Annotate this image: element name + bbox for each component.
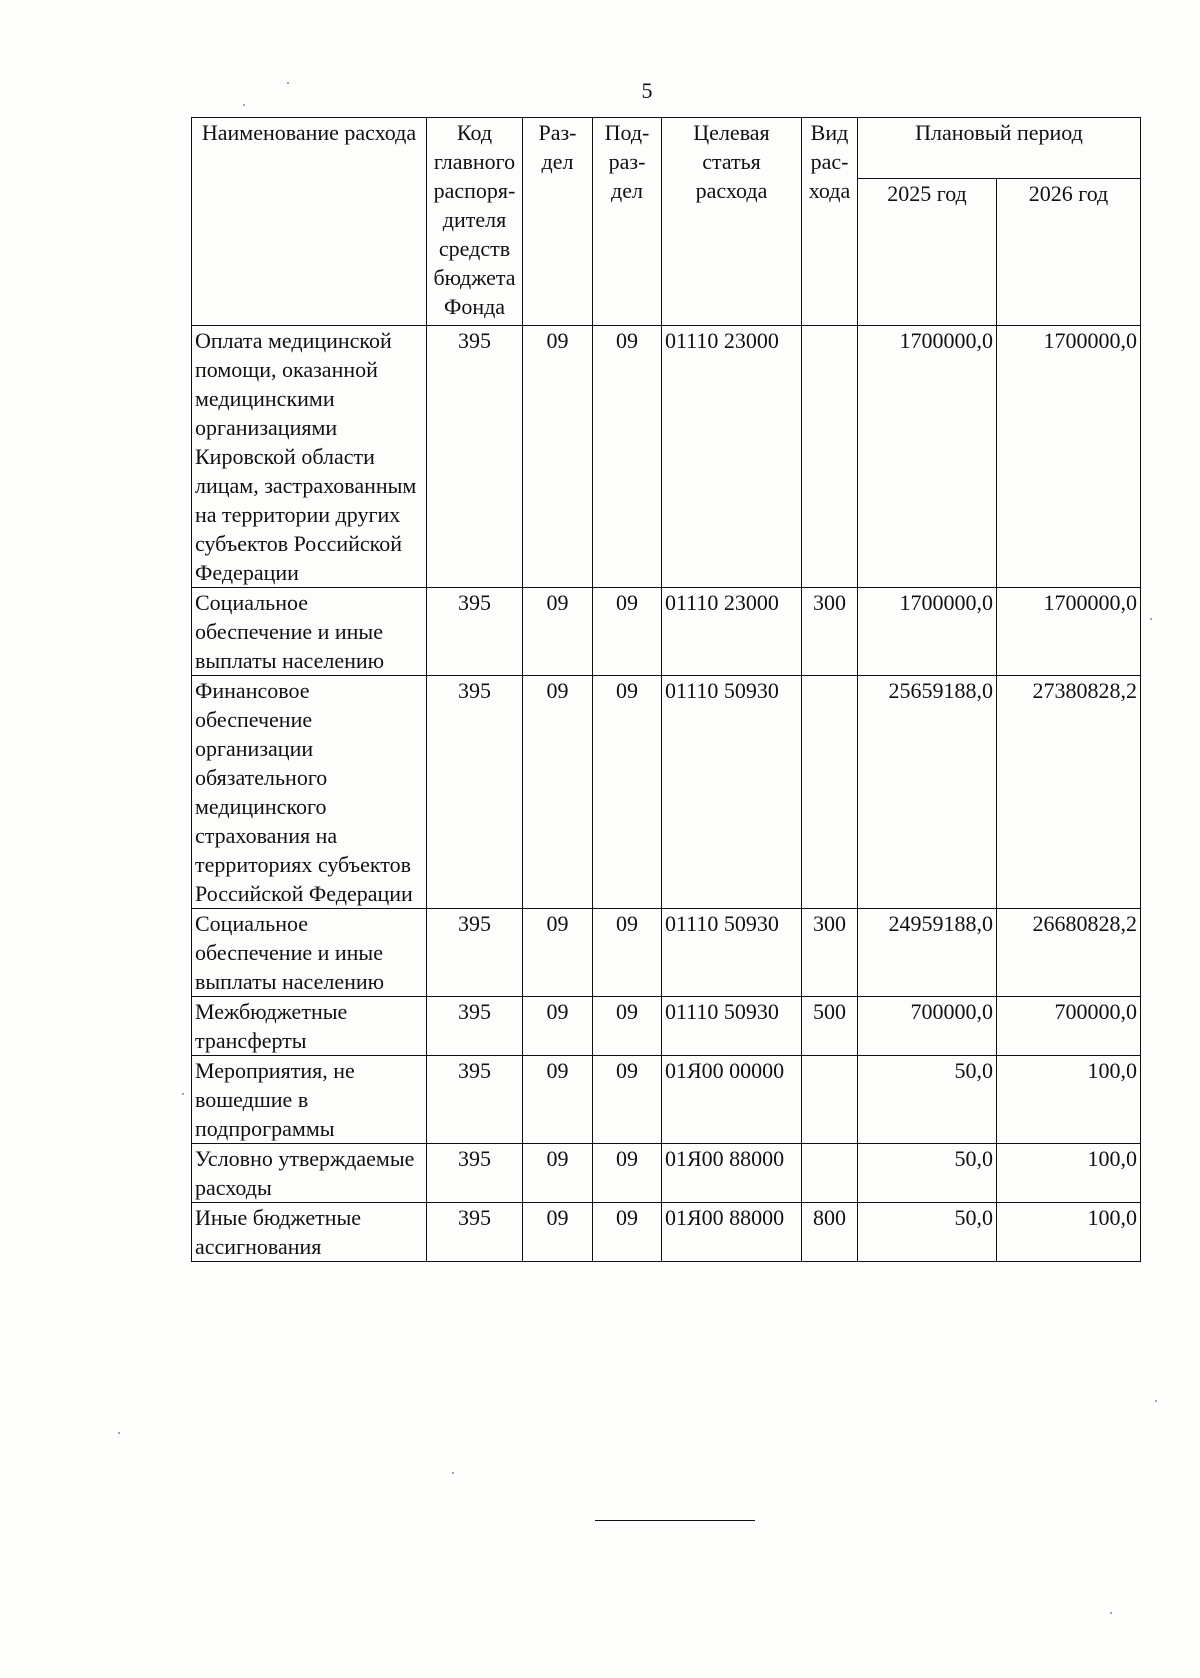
row-subsection: 09 [593,1144,662,1203]
row-amount-2026: 27380828,2 [997,676,1141,909]
row-name: Социальное обеспечение и иные выплаты населению [192,588,427,676]
row-section: 09 [523,997,593,1056]
row-target-article: 01110 50930 [662,909,802,997]
row-name: Финансовое обеспечение организации обязательного медицинского страхования на территориях субъектов Российской Федерации [192,676,427,909]
row-amount-2025: 1700000,0 [858,326,997,588]
row-name: Мероприятия, не вошедшие в подпрограммы [192,1056,427,1144]
row-expense-type: 300 [802,909,858,997]
row-target-article: 01110 50930 [662,997,802,1056]
table-row [192,1203,1141,1262]
budget-table [191,117,1141,1262]
scan-speck [118,1432,120,1434]
row-amount-2026: 1700000,0 [997,326,1141,588]
row-section: 09 [523,676,593,909]
row-subsection: 09 [593,909,662,997]
bottom-rule [595,1520,755,1521]
row-admin-code: 395 [427,1144,523,1203]
row-subsection: 09 [593,1056,662,1144]
row-admin-code: 395 [427,1056,523,1144]
scan-speck [287,82,289,84]
row-amount-2025: 24959188,0 [858,909,997,997]
table-row [192,326,1141,588]
row-target-article: 01Я00 88000 [662,1144,802,1203]
row-expense-type [802,326,858,588]
table-row [192,676,1141,909]
row-expense-type: 300 [802,588,858,676]
row-section: 09 [523,588,593,676]
header-expense-type: Вид рас-хода [802,118,858,326]
header-section: Раз-дел [523,118,593,326]
header-year-2026: 2026 год [997,179,1141,326]
row-expense-type [802,676,858,909]
table-row [192,1144,1141,1203]
page-number: 5 [641,78,653,103]
scan-speck [1150,618,1152,620]
scan-speck [452,1472,454,1474]
row-name: Межбюджетные трансферты [192,997,427,1056]
row-section: 09 [523,326,593,588]
header-target-article: Целевая статья расхода [662,118,802,326]
row-name: Социальное обеспечение и иные выплаты населению [192,909,427,997]
header-year-2025: 2025 год [858,179,997,326]
row-target-article: 01110 50930 [662,676,802,909]
table-row [192,1056,1141,1144]
scan-speck [1110,1612,1112,1614]
row-subsection: 09 [593,588,662,676]
row-expense-type [802,1056,858,1144]
row-amount-2026: 1700000,0 [997,588,1141,676]
row-admin-code: 395 [427,588,523,676]
row-admin-code: 395 [427,326,523,588]
row-subsection: 09 [593,1203,662,1262]
row-admin-code: 395 [427,997,523,1056]
row-subsection: 09 [593,326,662,588]
row-target-article: 01Я00 00000 [662,1056,802,1144]
row-target-article: 01110 23000 [662,588,802,676]
row-amount-2025: 50,0 [858,1144,997,1203]
row-section: 09 [523,1203,593,1262]
scan-speck [182,1093,184,1095]
row-amount-2025: 25659188,0 [858,676,997,909]
row-name: Оплата медицинской помощи, оказанной медицинскими организациями Кировской области лицам, застрахованным на территории других субъектов Российской Федерации [192,326,427,588]
row-subsection: 09 [593,997,662,1056]
row-amount-2025: 1700000,0 [858,588,997,676]
row-amount-2026: 100,0 [997,1203,1141,1262]
row-amount-2026: 100,0 [997,1144,1141,1203]
row-name: Условно утверждаемые расходы [192,1144,427,1203]
header-subsection: Под-раз-дел [593,118,662,326]
table-row [192,909,1141,997]
row-admin-code: 395 [427,676,523,909]
row-admin-code: 395 [427,909,523,997]
scan-speck [243,104,245,106]
row-amount-2025: 50,0 [858,1056,997,1144]
row-target-article: 01Я00 88000 [662,1203,802,1262]
table-row [192,997,1141,1056]
row-admin-code: 395 [427,1203,523,1262]
header-admin-code: Код главного распоря-дителя средств бюджета Фонда [427,118,523,326]
table-row [192,588,1141,676]
row-amount-2025: 50,0 [858,1203,997,1262]
row-section: 09 [523,1056,593,1144]
row-section: 09 [523,1144,593,1203]
row-name: Иные бюджетные ассигнования [192,1203,427,1262]
row-subsection: 09 [593,676,662,909]
row-amount-2026: 26680828,2 [997,909,1141,997]
scan-speck [1155,1400,1157,1402]
row-section: 09 [523,909,593,997]
row-amount-2026: 100,0 [997,1056,1141,1144]
row-amount-2025: 700000,0 [858,997,997,1056]
row-expense-type: 800 [802,1203,858,1262]
header-name: Наименование расхода [192,118,427,326]
row-expense-type: 500 [802,997,858,1056]
header-planning-period: Плановый период [858,118,1141,179]
row-expense-type [802,1144,858,1203]
row-target-article: 01110 23000 [662,326,802,588]
row-amount-2026: 700000,0 [997,997,1141,1056]
